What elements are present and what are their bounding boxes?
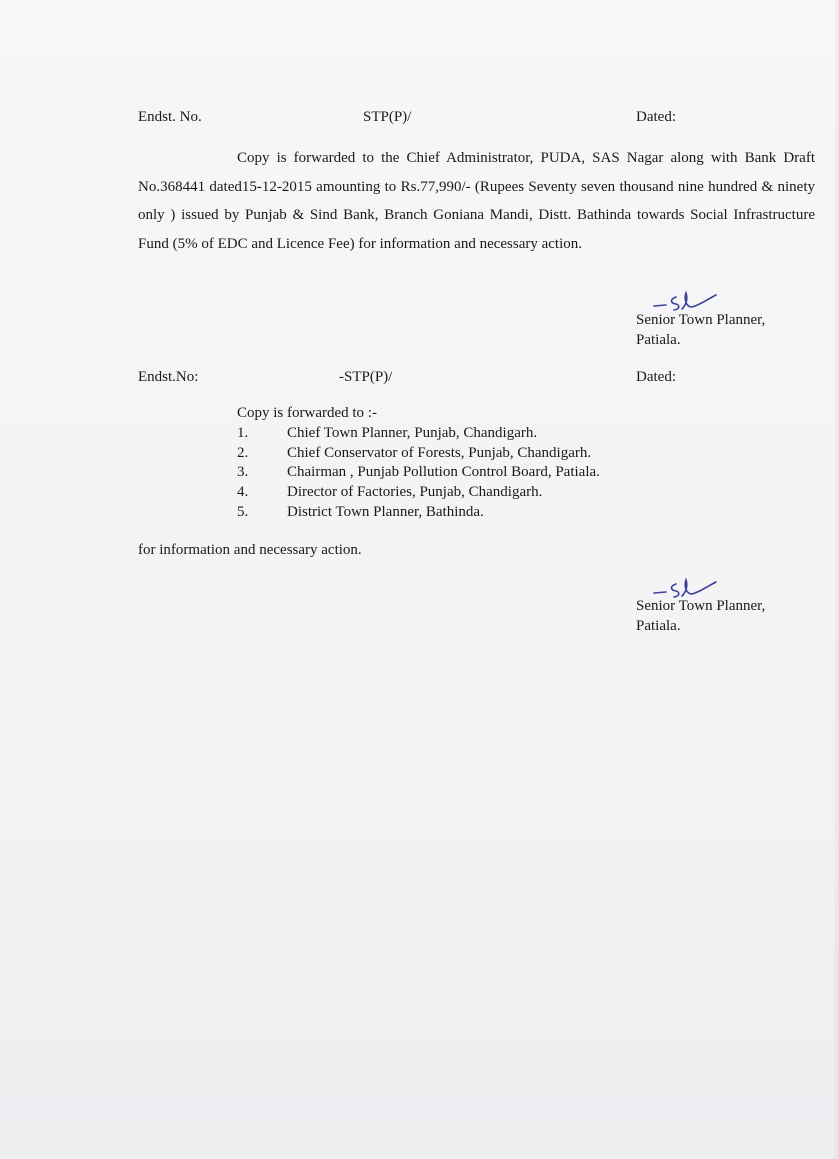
list-item-number: 5. xyxy=(237,503,249,520)
list-item-text: Chief Conservator of Forests, Punjab, Chandigarh. xyxy=(287,444,592,461)
list-item-text: Chairman , Punjab Pollution Control Board, Patiala. xyxy=(287,464,600,481)
signatory-designation-1: Senior Town Planner, xyxy=(636,312,766,328)
list-item xyxy=(237,483,600,503)
copy-list-heading-text: Copy is forwarded to :- xyxy=(237,405,377,421)
endst-ref-1: STP(P)/ xyxy=(363,109,412,125)
signatory-place-1: Patiala. xyxy=(636,332,681,348)
forwarding-paragraph: Copy is forwarded to the Chief Administrator, PUDA, SAS Nagar along with Bank Draft No.368441 dated15-12-2015 amounting to Rs.77,990/- (Rupees Seventy seven thousand nine hundred & ninety only ) issued by Punjab & Sind Bank, Branch Goniana Mandi, Distt. Bathinda towards Social Infrastructure Fund (5% of EDC and Licence Fee) for information and necessary action. xyxy=(138,150,815,252)
copy-recipient-list xyxy=(237,404,600,523)
list-item-text: Director of Factories, Punjab, Chandigarh. xyxy=(287,484,543,501)
list-item xyxy=(237,463,600,483)
closing-text: for information and necessary action. xyxy=(138,542,362,558)
list-item-number: 1. xyxy=(237,424,249,441)
list-item-number: 4. xyxy=(237,484,249,501)
copy-list-heading xyxy=(237,404,600,424)
dated-label-1: Dated: xyxy=(636,109,676,125)
endst-label-2: Endst.No: xyxy=(138,369,199,385)
list-item-number: 3. xyxy=(237,464,249,481)
list-item xyxy=(237,444,600,464)
signature-block-1 xyxy=(636,310,765,350)
endst-label-1: Endst. No. xyxy=(138,109,202,125)
list-item-number: 2. xyxy=(237,444,249,461)
page-edge-shadow xyxy=(833,0,839,1159)
dated-label-2: Dated: xyxy=(636,369,676,385)
signatory-place-2: Patiala. xyxy=(636,618,681,634)
signatory-designation-2: Senior Town Planner, xyxy=(636,598,766,614)
list-item xyxy=(237,503,600,523)
endst-ref-2: -STP(P)/ xyxy=(339,369,393,385)
list-item-text: Chief Town Planner, Punjab, Chandigarh. xyxy=(287,424,538,441)
signature-block-2 xyxy=(636,596,765,636)
list-item-text: District Town Planner, Bathinda. xyxy=(287,503,484,520)
list-item xyxy=(237,424,600,444)
